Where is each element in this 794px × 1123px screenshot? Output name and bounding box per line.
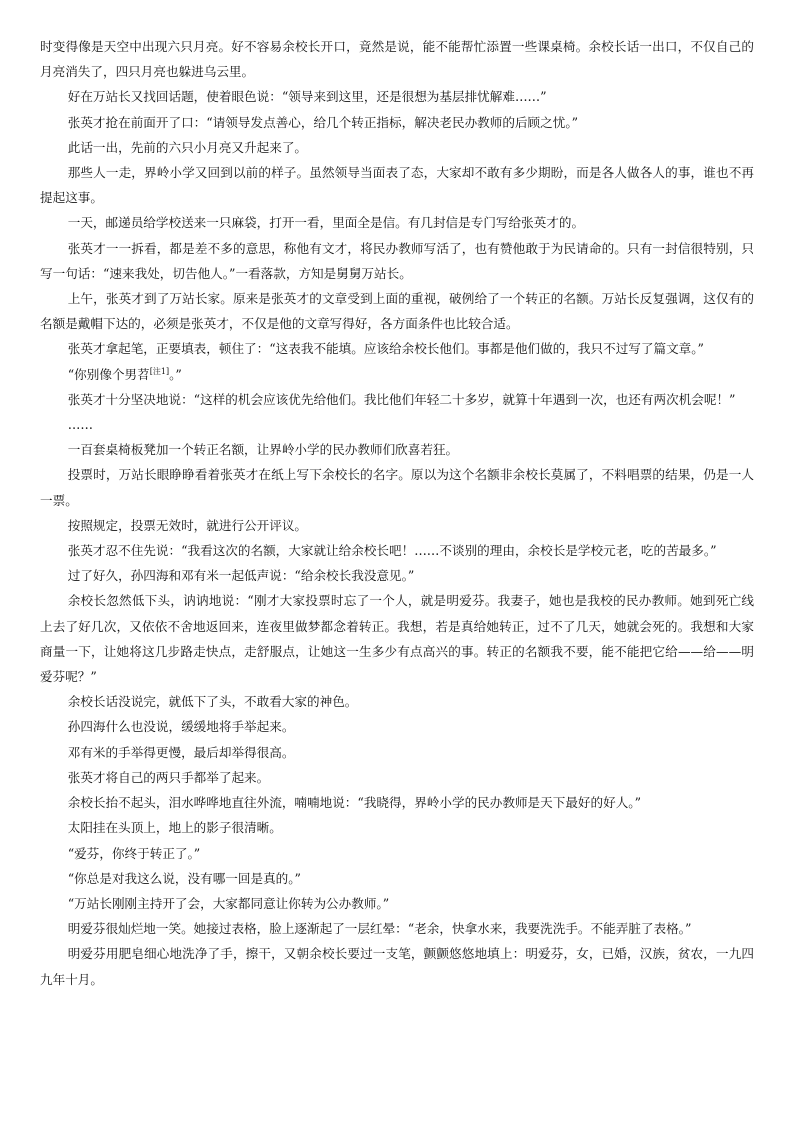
paragraph-1: 时变得像是天空中出现六只月亮。好不容易余校长开口，竟然是说，能不能帮忙添置一些课桌椅。余校长话一出口，不仅自己的月亮消失了，四只月亮也躲进乌云里。	[40, 39, 754, 80]
paragraph-25: “爱芬，你终于转正了。”	[67, 845, 201, 861]
paragraph-8: 上午，张英才到了万站长家。原来是张英才的文章受到上面的重视，破例给了一个转正的名额。万站长反复强调，这仅有的名额是戴帽下达的，必须是张英才，不仅是他的文章写得好，各方面条件也比较合适。	[40, 291, 754, 332]
paragraph-7: 张英才一一拆看，都是差不多的意思，称他有文才，将民办教师写活了，也有赞他敢于为民请命的。只有一封信很特别，只写一句话：“速来我处，切告他人。”一看落款，方知是舅舅万站长。	[40, 240, 754, 281]
paragraph-6: 一天，邮递员给学校送来一只麻袋，打开一看，里面全是信。有几封信是专门写给张英才的。	[67, 215, 585, 231]
paragraph-15: 按照规定，投票无效时，就进行公开评议。	[67, 517, 307, 533]
paragraph-19: 余校长话没说完，就低下了头，不敢看大家的神色。	[67, 694, 358, 710]
paragraph-16: 张英才忍不住先说：“我看这次的名额，大家就让给余校长吧！……不谈别的理由，余校长是学校元老，吃的苦最多。”	[67, 543, 717, 559]
paragraph-2: 好在万站长又找回话题，使着眼色说：“领导来到这里，还是很想为基层排忧解难……”	[67, 89, 547, 105]
paragraph-21: 邓有米的手举得更慢，最后却举得很高。	[67, 744, 295, 760]
paragraph-28: 明爱芬很灿烂地一笑。她接过表格，脸上逐渐起了一层红晕：“老余，快拿水来，我要洗洗手。不能弄脏了表格。”	[67, 921, 692, 937]
paragraph-4: 此话一出，先前的六只小月亮又升起来了。	[67, 139, 307, 155]
paragraph-10-text: “你别像个男苕	[67, 366, 150, 382]
paragraph-17: 过了好久，孙四海和邓有米一起低声说：“给余校长我没意见。”	[67, 568, 415, 584]
paragraph-20: 孙四海什么也没说，缓缓地将手举起来。	[67, 719, 295, 735]
paragraph-10	[40, 362, 754, 387]
paragraph-3: 张英才抢在前面开了口：“请领导发点善心，给几个转正指标，解决老民办教师的后顾之忧。”	[67, 114, 579, 130]
paragraph-18: 余校长忽然低下头，讷讷地说：“刚才大家投票时忘了一个人，就是明爱芬。我妻子，她也是我校的民办教师。她到死亡线上去了好几次，又依依不舍地返回来，连夜里做梦都念着转正。我想，若是真给她转正，过不了几天，她就会死的。我想和大家商量一下，让她将这几步路走快点，走舒服点，让她这一生多少有点高兴的事。转正的名额我不要，能不能把它给——给——明爱芬呢？”	[40, 593, 755, 685]
paragraph-27: “万站长刚刚主持开了会，大家都同意让你转为公办教师。”	[67, 895, 390, 911]
paragraph-9: 张英才拿起笔，正要填表，顿住了：“这表我不能填。应该给余校长他们。事都是他们做的，我只不过写了篇文章。”	[67, 341, 704, 357]
paragraph-13: 一百套桌椅板凳加一个转正名额，让界岭小学的民办教师们欣喜若狂。	[67, 442, 459, 458]
paragraph-5: 那些人一走，界岭小学又回到以前的样子。虽然领导当面表了态，大家却不敢有多少期盼，而是各人做各人的事，谁也不再提起这事。	[40, 165, 754, 206]
paragraph-29: 明爱芬用肥皂细心地洗净了手，擦干，又朝余校长要过一支笔，颤颤悠悠地填上：明爱芬，女，已婚，汉族，贫农，一九四九年十月。	[40, 946, 754, 987]
paragraph-23: 余校长抬不起头，泪水哗哗地直往外流，喃喃地说：“我晓得，界岭小学的民办教师是天下最好的好人。”	[67, 795, 642, 811]
paragraph-14: 投票时，万站长眼睁睁看着张英才在纸上写下余校长的名字。原以为这个名额非余校长莫属了，不料唱票的结果，仍是一人一票。	[40, 467, 754, 508]
paragraph-22: 张英才将自己的两只手都举了起来。	[67, 769, 270, 785]
paragraph-26: “你总是对我这么说，没有哪一回是真的。”	[67, 870, 301, 886]
paragraph-12-ellipsis: ……	[67, 417, 93, 433]
footnote-marker: [注1]	[149, 366, 170, 376]
paragraph-24: 太阳挂在头顶上，地上的影子很清晰。	[67, 820, 282, 836]
paragraph-11: 张英才十分坚决地说：“这样的机会应该优先给他们。我比他们年轻二十多岁，就算十年遇到一次，也还有两次机会呢！”	[67, 391, 736, 407]
paragraph-10-after: 。”	[169, 366, 182, 382]
